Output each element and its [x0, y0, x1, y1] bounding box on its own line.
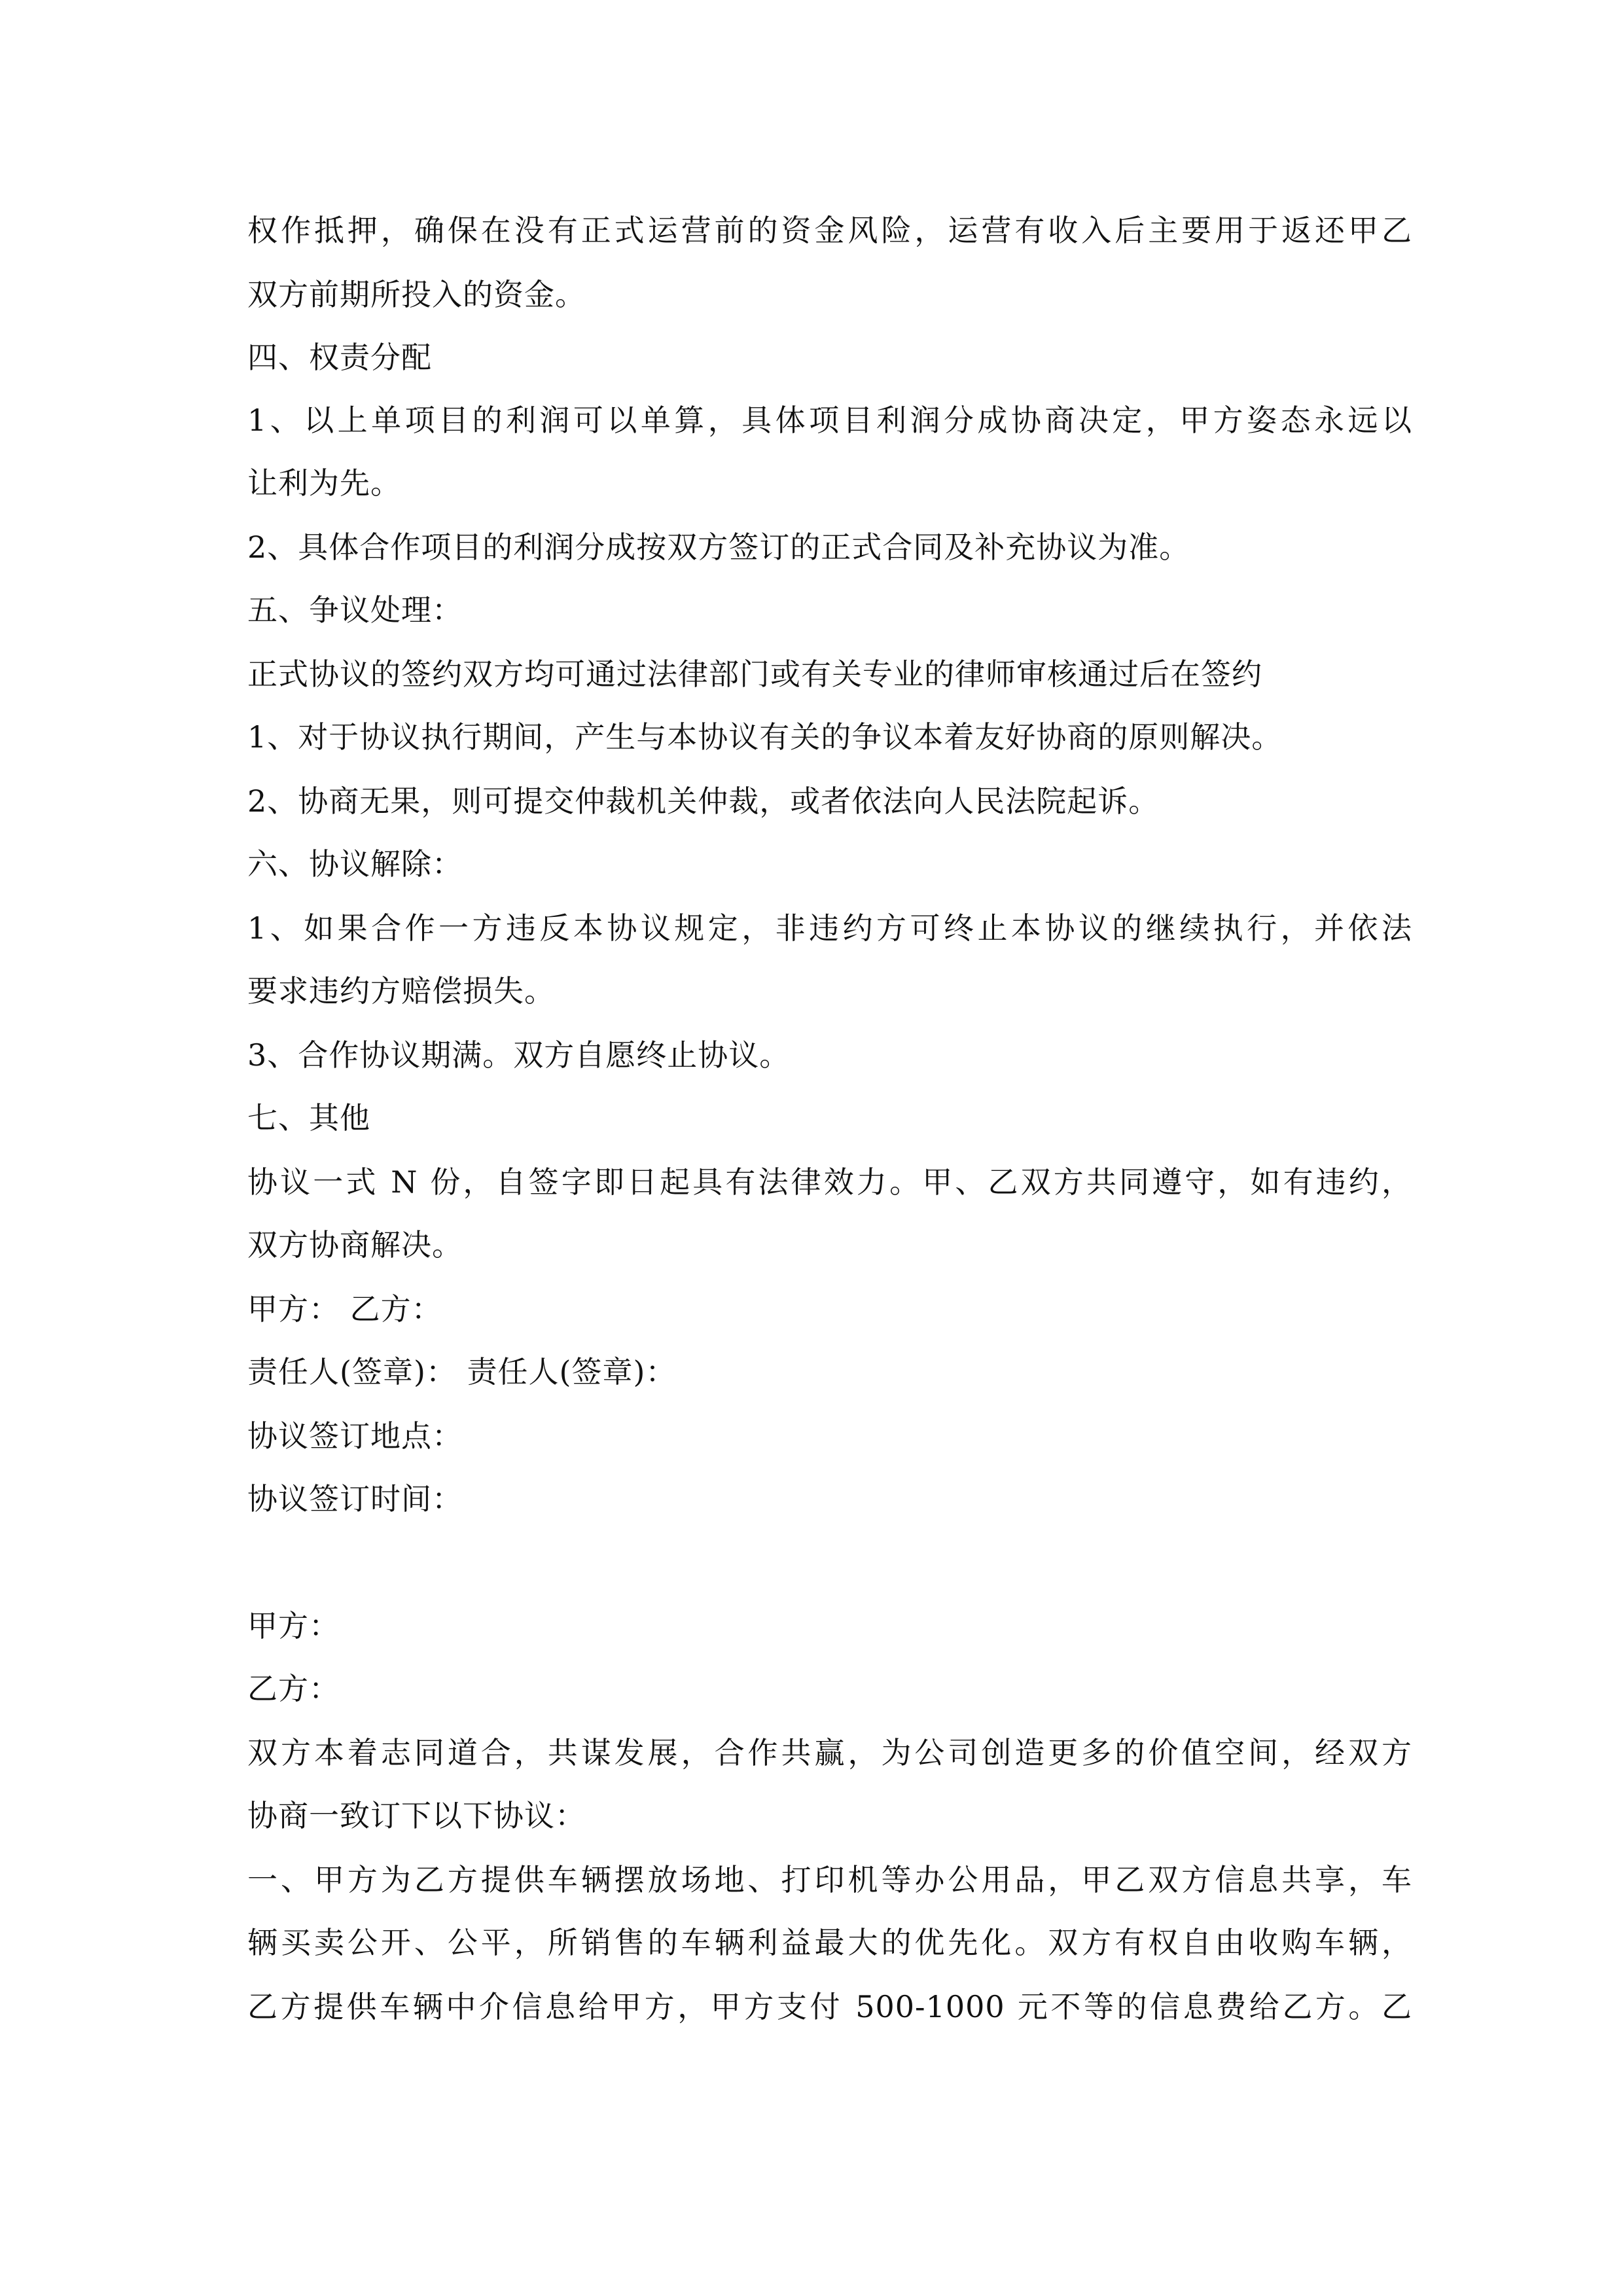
paragraph-line: 乙方提供车辆中介信息给甲方，甲方支付 500-1000 元不等的信息费给乙方。乙 [247, 1989, 1412, 2024]
paragraph-line: 双方协商解决。 [247, 1227, 463, 1263]
paragraph-line: 辆买卖公开、公平，所销售的车辆利益最大的优先化。双方有权自由收购车辆， [247, 1925, 1412, 1960]
paragraph-line: 双方本着志同道合，共谋发展，合作共赢，为公司创造更多的价值空间，经双方 [247, 1735, 1412, 1770]
paragraph-line: 双方前期所投入的资金。 [247, 277, 586, 312]
paragraph-line: 正式协议的签约双方均可通过法律部门或有关专业的律师审核通过后在签约 [247, 656, 1262, 692]
paragraph-line: 2、具体合作项目的利润分成按双方签订的正式合同及补充协议为准。 [247, 529, 1190, 565]
signature-responsible-line: 责任人(签章)： 责任人(签章)： [247, 1354, 677, 1390]
paragraph-line: 1、如果合作一方违反本协议规定，非违约方可终止本协议的继续执行，并依法 [247, 910, 1412, 946]
paragraph-line: 2、协商无果，则可提交仲裁机关仲裁，或者依法向人民法院起诉。 [247, 783, 1160, 819]
paragraph-line: 3、合作协议期满。双方自愿终止协议。 [247, 1037, 791, 1073]
paragraph-line: 一、甲方为乙方提供车辆摆放场地、打印机等办公用品，甲乙双方信息共享，车 [247, 1862, 1412, 1897]
section-heading: 五、争议处理： [247, 592, 463, 628]
paragraph-line: 让利为先。 [247, 465, 401, 501]
paragraph-line: 1、以上单项目的利润可以单算，具体项目利润分成协商决定，甲方姿态永远以 [247, 403, 1412, 438]
signature-party-line: 甲方： 乙方： [247, 1291, 442, 1327]
party-a-line: 甲方： [247, 1608, 340, 1643]
party-b-line: 乙方： [247, 1671, 340, 1706]
section-heading: 七、其他 [247, 1100, 370, 1136]
signing-place-line: 协议签订地点： [247, 1418, 463, 1454]
signing-time-line: 协议签订时间： [247, 1481, 463, 1516]
paragraph-line: 协商一致订下以下协议： [247, 1798, 586, 1833]
paragraph-line: 协议一式 N 份，自签字即日起具有法律效力。甲、乙双方共同遵守，如有违约， [247, 1164, 1412, 1200]
paragraph-line: 权作抵押，确保在没有正式运营前的资金风险，运营有收入后主要用于返还甲乙 [247, 213, 1412, 248]
section-heading: 四、权责分配 [247, 340, 432, 375]
paragraph-line: 要求违约方赔偿损失。 [247, 973, 555, 1009]
section-heading: 六、协议解除： [247, 846, 463, 882]
paragraph-line: 1、对于协议执行期间，产生与本协议有关的争议本着友好协商的原则解决。 [247, 719, 1283, 755]
